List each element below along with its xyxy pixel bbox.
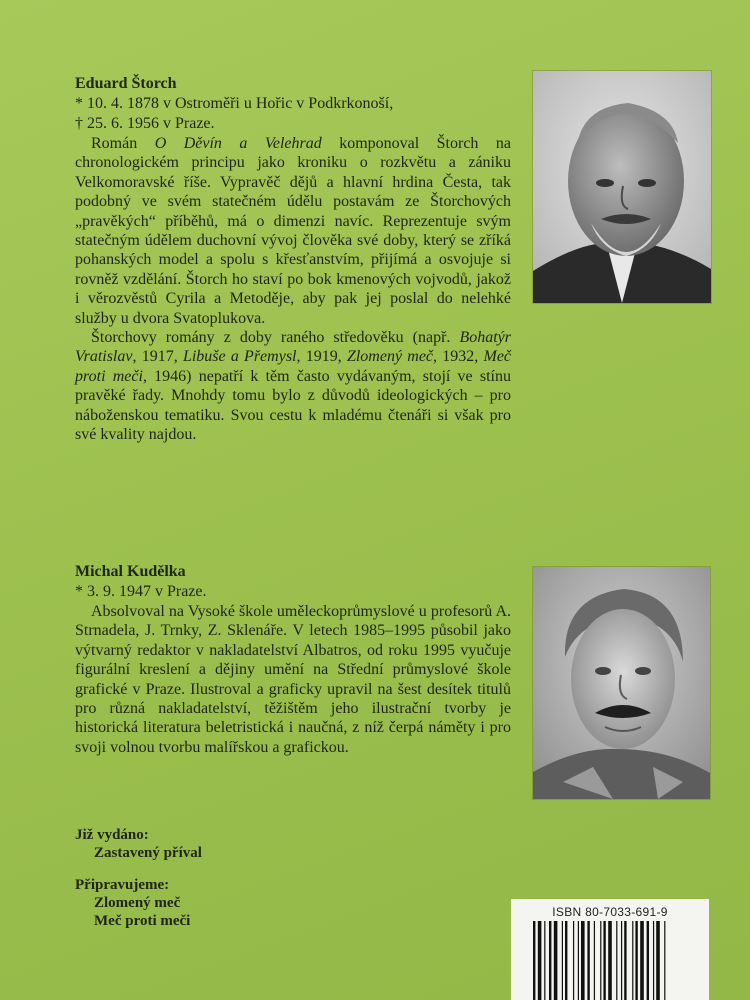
book-title-bohatyr: Bohatýr Vratislav bbox=[75, 329, 511, 366]
barcode-bar bbox=[533, 921, 535, 1000]
published-item: Zastavený příval bbox=[94, 845, 202, 861]
barcode-bar bbox=[632, 921, 633, 1000]
barcode-bar bbox=[565, 921, 567, 1000]
author-birth-kudelka: * 3. 9. 1947 v Praze. bbox=[75, 583, 207, 600]
barcode-bar bbox=[616, 921, 617, 1000]
author-portrait-kudelka bbox=[533, 567, 710, 799]
barcode-bar bbox=[664, 921, 665, 1000]
isbn-number: ISBN 80-7033-691-9 bbox=[552, 905, 668, 919]
book-title-devin: O Děvín a Velehrad bbox=[154, 135, 322, 152]
upcoming-item: Meč proti meči bbox=[94, 913, 191, 929]
barcode-bar bbox=[635, 921, 637, 1000]
barcode-bar bbox=[538, 921, 542, 1000]
barcode-bar bbox=[647, 921, 649, 1000]
barcode-bar bbox=[578, 921, 579, 1000]
author-name-kudelka: Michal Kudělka bbox=[75, 563, 186, 580]
author-bio-kudelka bbox=[75, 562, 511, 757]
barcode-bar bbox=[653, 921, 654, 1000]
barcode-bar bbox=[549, 921, 551, 1000]
book-title-zlomeny: Zlomený meč bbox=[346, 348, 434, 366]
barcode-bar bbox=[608, 921, 612, 1000]
barcode-bar bbox=[554, 921, 558, 1000]
barcode-bar bbox=[573, 921, 574, 1000]
upcoming-books bbox=[75, 876, 495, 930]
barcode-bar bbox=[640, 921, 644, 1000]
barcode-bar bbox=[624, 921, 626, 1000]
barcode-bar bbox=[656, 921, 660, 1000]
bio-paragraph-storch-2: Štorchovy romány z doby raného středověku (např. Bohatýr Vratislav, 1917, Libuše a Přemysl, 1919, Zlomený meč, 1932, Meč proti meči, 1946) nepatří k těm často vydávaným, stojí ve stínu pravěké řady. Mnohdy tomu bylo z důvodů ideologických – pro náboženskou tematiku. Svou cestu k mladému čtenáři si však pro své kvality najdou. bbox=[75, 329, 512, 444]
barcode-bar bbox=[621, 921, 622, 1000]
barcode-bar bbox=[594, 921, 595, 1000]
isbn-barcode-label bbox=[511, 899, 709, 1000]
barcode-bar bbox=[562, 921, 563, 1000]
barcode-bar bbox=[587, 921, 589, 1000]
author-birth-storch: * 10. 4. 1878 v Ostroměři u Hořic v Podkrkonoší, bbox=[75, 95, 394, 112]
published-heading: Již vydáno: bbox=[75, 827, 149, 843]
book-title-libuse: Libuše a Přemysl bbox=[182, 348, 297, 366]
barcode-bar bbox=[600, 921, 601, 1000]
author-death-storch: † 25. 6. 1956 v Praze. bbox=[75, 115, 215, 132]
book-title-mec: Meč proti meči bbox=[75, 348, 512, 385]
author-portrait-storch bbox=[533, 71, 711, 303]
author-bio-storch bbox=[75, 74, 511, 445]
upcoming-item: Zlomený meč bbox=[94, 895, 181, 911]
barcode-bar bbox=[544, 921, 545, 1000]
upcoming-heading: Připravujeme: bbox=[75, 877, 170, 893]
barcode-bar bbox=[581, 921, 585, 1000]
bio-paragraph-storch-1: Román O Děvín a Velehrad komponoval Štorch na chronologickém principu jako kroniku o rozkvětu a zániku Velkomoravské říše. Vypravěč dějů a hlavní hrdina Česta, tak podobný ve svém statečném údělu postavám ze Štorchových „pravěkých“ příběhů, má o dimenzi navíc. Reprezentuje svým statečným údělem duchovní vývoj člověka své doby, který se zříká pohanských model a spolu s křesťanstvím, přijímá a osvojuje si rovněž vzdělání. Štorch ho staví po bok kmenových vojvodů, jakož i věrozvěstů Cyrila a Metoděje, aby pak jej poslal do nelehké služby u dvora Svatoplukova. bbox=[75, 135, 512, 327]
barcode-icon bbox=[531, 921, 696, 1000]
published-books bbox=[75, 826, 495, 862]
author-name-storch: Eduard Štorch bbox=[75, 75, 177, 92]
barcode-bar bbox=[603, 921, 605, 1000]
bio-paragraph-kudelka: Absolvoval na Vysoké škole uměleckoprůmyslové u profesorů A. Strnadela, J. Trnky, Z. Sklenáře. V letech 1985–1995 působil jako výtvarný redaktor v nakladatelství Albatros, od roku 1995 vyučuje figurální kreslení a dějiny umění na Střední průmyslové škole grafické v Praze. Ilustroval a graficky upravil na šest desítek titulů pro různá nakladatelství, těžištěm jeho ilustrační tvorby je historická literatura beletristická i naučná, z níž čerpá náměty i pro svoji volnou tvorbu malířskou a grafickou. bbox=[75, 603, 511, 756]
